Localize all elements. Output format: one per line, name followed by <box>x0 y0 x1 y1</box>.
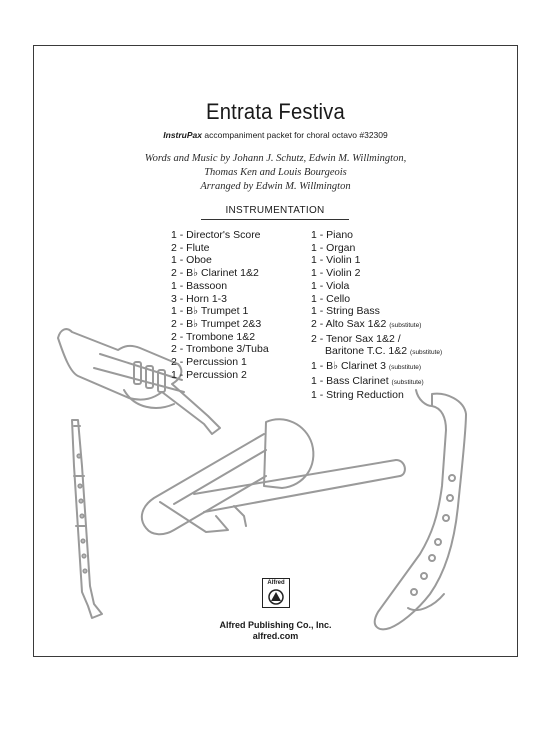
instrumentation-heading: INSTRUMENTATION <box>201 205 349 220</box>
part-item: 2 - Flute <box>171 241 210 254</box>
part-item: 1 - B♭ Trumpet 1 <box>171 305 249 318</box>
part-label: 2 - Tenor Sax 1&2 / <box>311 332 401 345</box>
substitute-note: (substitute) <box>389 321 422 329</box>
page-title: Entrata Festiva <box>206 99 345 124</box>
saxophone-illustration <box>375 390 466 629</box>
part-item: 1 - Organ <box>311 241 356 254</box>
credits <box>34 152 517 194</box>
part-label: 1 - B♭ Clarinet 3 <box>311 360 386 373</box>
publisher-block <box>34 620 517 642</box>
part-item-tenor-sax <box>311 333 442 346</box>
substitute-note: (substitute) <box>388 364 422 372</box>
subtitle <box>34 130 517 140</box>
instrumentation-left-column <box>171 229 269 381</box>
alfred-logo <box>262 578 290 608</box>
part-item-bass-clarinet <box>311 375 442 390</box>
part-item: 2 - B♭ Trumpet 2&3 <box>171 317 262 330</box>
part-item: 3 - Horn 1-3 <box>171 292 228 305</box>
part-item-alto-sax <box>311 318 442 333</box>
part-item: 1 - Percussion 2 <box>171 368 247 381</box>
subtitle-text: accompaniment packet for choral octavo #32309 <box>204 130 388 140</box>
part-label: 2 - Alto Sax 1&2 <box>311 317 387 330</box>
part-item: 1 - Cello <box>311 292 351 305</box>
credits-line-3: Arranged by Edwin M. Willmington <box>200 181 351 192</box>
substitute-note: (substitute) <box>391 378 424 386</box>
part-item: 1 - String Bass <box>311 305 380 318</box>
publisher-name: Alfred Publishing Co., Inc. <box>219 620 332 630</box>
part-item: 1 - String Reduction <box>311 389 404 402</box>
part-item: 1 - Violin 1 <box>311 254 361 267</box>
part-item: 1 - Oboe <box>171 254 212 267</box>
instrumentation-right-column <box>311 229 442 402</box>
part-item-clarinet-3 <box>311 360 442 375</box>
part-item: 1 - Director's Score <box>171 229 261 241</box>
part-item-baritone <box>311 345 442 360</box>
part-item: 1 - Violin 2 <box>311 267 361 280</box>
substitute-note: (substitute) <box>410 349 443 357</box>
part-item: 1 - Bassoon <box>171 279 228 292</box>
part-item: 1 - Viola <box>311 279 350 292</box>
credits-line-2: Thomas Ken and Louis Bourgeois <box>204 167 347 178</box>
logo-text: Alfred <box>267 580 285 586</box>
publisher-url[interactable]: alfred.com <box>252 631 299 641</box>
part-item: 2 - Trombone 3/Tuba <box>171 343 269 356</box>
part-item: 2 - B♭ Clarinet 1&2 <box>171 267 259 280</box>
part-item: 1 - Piano <box>311 229 354 241</box>
trombone-illustration <box>142 419 405 534</box>
part-item: 2 - Trombone 1&2 <box>171 330 256 343</box>
logo-emblem-icon <box>268 589 284 605</box>
part-label: 1 - Bass Clarinet <box>311 374 389 387</box>
credits-line-1: Words and Music by Johann J. Schutz, Edwin M. Willmington, <box>144 153 407 164</box>
part-item: 2 - Percussion 1 <box>171 356 247 369</box>
instrupax-brand: InstruPax <box>163 130 203 140</box>
clarinet-illustration <box>72 420 102 618</box>
part-label: Baritone T.C. 1&2 <box>325 345 408 358</box>
cover-frame <box>33 45 518 657</box>
